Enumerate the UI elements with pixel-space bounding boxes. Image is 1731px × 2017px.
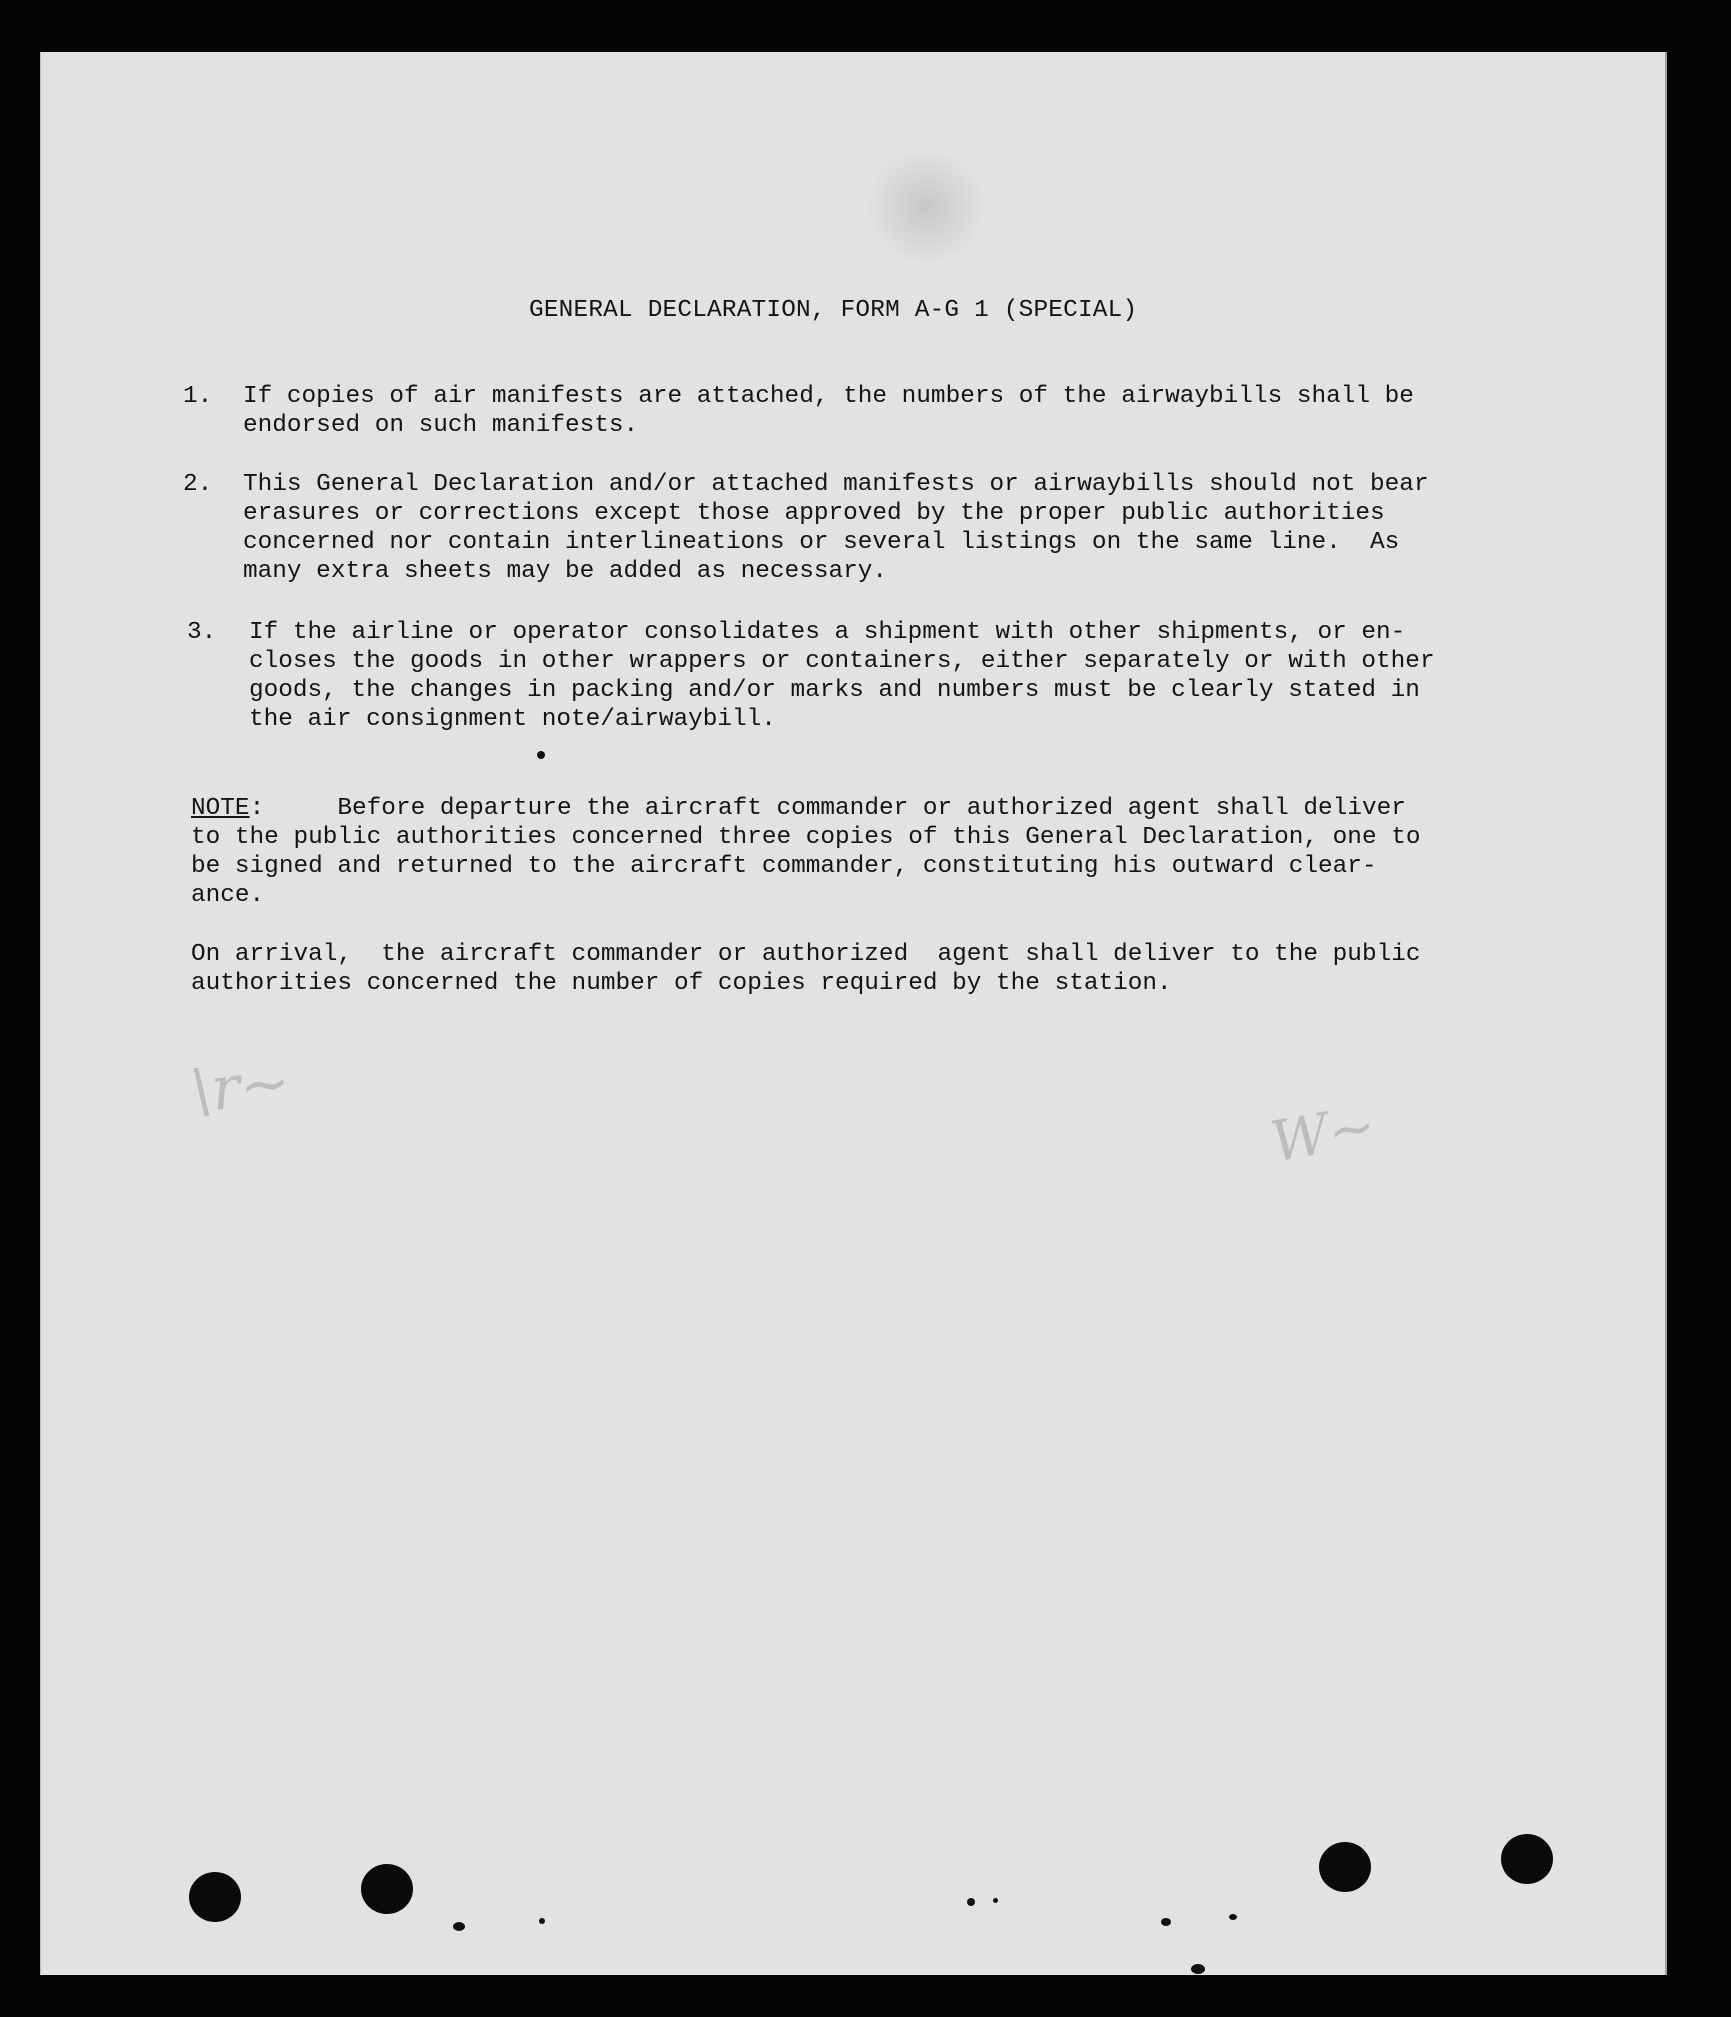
text-line: If copies of air manifests are attached, the numbers of the airwaybills shall be [243, 383, 1414, 410]
ink-speck [993, 1898, 998, 1903]
text-line: many extra sheets may be added as necessary. [243, 558, 888, 585]
punch-hole [189, 1872, 241, 1922]
punch-hole [1501, 1834, 1553, 1884]
text-line [191, 794, 1591, 823]
ink-speck [537, 751, 545, 759]
text-line: goods, the changes in packing and/or marks and numbers must be clearly stated in [249, 677, 1420, 704]
text-line: ance. [191, 882, 265, 909]
text-line: On arrival, the aircraft commander or authorized agent shall deliver to the public [191, 941, 1421, 968]
item-text [243, 382, 1583, 440]
ink-speck [539, 1918, 545, 1924]
document-title: GENERAL DECLARATION, FORM A-G 1 (SPECIAL) [529, 297, 1138, 324]
ink-speck [1229, 1914, 1237, 1920]
note-line-first: Before departure the aircraft commander or authorized agent shall deliver [337, 795, 1406, 822]
text-line: closes the goods in other wrappers or containers, either separately or with other [249, 648, 1435, 675]
item-number: 1. [183, 383, 213, 410]
arrival-paragraph [191, 940, 1591, 998]
faint-pencil-scribble: \r~ [187, 1047, 294, 1127]
text-line: This General Declaration and/or attached manifests or airwaybills should not bear [243, 471, 1429, 498]
note-colon: : [249, 795, 265, 822]
text-line: be signed and returned to the aircraft commander, constituting his outward clear- [191, 853, 1377, 880]
ink-speck [967, 1898, 975, 1906]
text-line: endorsed on such manifests. [243, 412, 639, 439]
note-label: NOTE [191, 795, 250, 822]
item-number: 3. [187, 619, 217, 646]
text-line: If the airline or operator consolidates a shipment with other shipments, or en- [249, 619, 1406, 646]
declaration-text [41, 52, 1665, 1975]
ink-speck [1191, 1964, 1205, 1974]
document-sheet [40, 52, 1667, 1975]
item-number: 2. [183, 471, 213, 498]
ink-speck [1161, 1918, 1171, 1926]
text-line: concerned nor contain interlineations or several listings on the same line. As [243, 529, 1400, 556]
punch-hole [1319, 1842, 1371, 1892]
punch-hole [361, 1864, 413, 1914]
text-line: erasures or corrections except those approved by the proper public authorities [243, 500, 1385, 527]
ink-speck [453, 1922, 465, 1931]
text-line: the air consignment note/airwaybill. [249, 706, 776, 733]
note-paragraph [191, 794, 1591, 910]
item-text [249, 618, 1589, 734]
text-line: to the public authorities concerned three copies of this General Declaration, one to [191, 824, 1421, 851]
text-line: authorities concerned the number of copies required by the station. [191, 970, 1172, 997]
item-text [243, 470, 1583, 586]
faint-pencil-scribble: W~ [1266, 1093, 1381, 1176]
